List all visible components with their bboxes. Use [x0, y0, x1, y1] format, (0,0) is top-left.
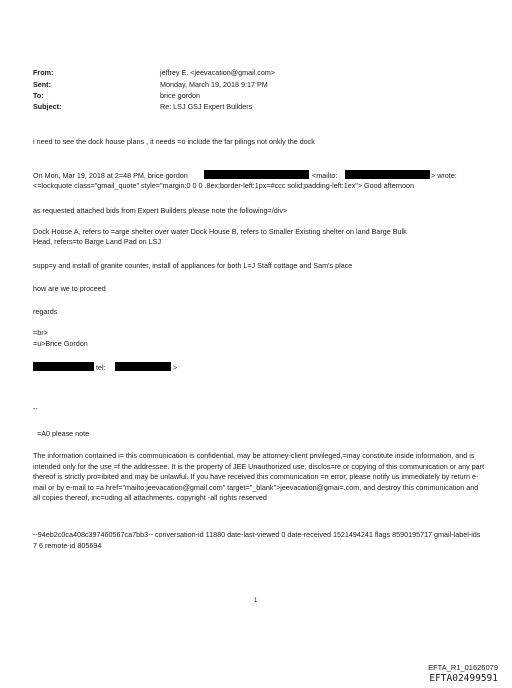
page-number: 1: [254, 598, 258, 604]
body-paragraph: how are we to proceed: [33, 284, 106, 293]
subject-value: Re: LSJ GSJ Expert Builders: [160, 102, 253, 111]
bates-number-secondary: EFTA02499591: [429, 673, 498, 684]
sent-label: Sent:: [33, 80, 51, 89]
tel-label: tel:: [96, 363, 106, 372]
tel-end: >: [173, 363, 178, 372]
quote-intro-mailto: <mailto:: [312, 171, 338, 180]
body-paragraph: Head, refers=to Barge Land Pad on LSJ: [33, 237, 162, 246]
redaction-box: [33, 362, 94, 371]
to-label: To:: [33, 91, 44, 100]
quote-intro-wrote: > wrote:: [431, 171, 457, 180]
redaction-box: [345, 170, 430, 179]
body-paragraph: =br>: [33, 328, 48, 337]
message-metadata: --94eb2c0ca408c397460567ca7bb3-- conversation-id 11880 date-last-viewed 0 date-received 1521494241 flags 8590195717 gmail-label-ids 7 6 remote-id 805694: [33, 530, 481, 550]
signature-name: =u>Brice Gordon: [33, 339, 88, 348]
quote-intro-blockquote: <=lockquote class="gmail_quote" style="margin:0 0 0 .8ex;border-left:1px=#ccc solid;padding-left:1ex"> Good afternoon: [33, 181, 414, 190]
body-paragraph: regards: [33, 307, 58, 316]
note-line: =A0 please note: [37, 429, 90, 438]
redaction-box: [204, 170, 309, 179]
body-paragraph: Dock House A, refers to =arge shelter over water Dock House B, refers to Smaller Existing shelter on land Barge Bulk: [33, 227, 407, 236]
from-value: jeffrey E. <jeevacation@gmail.com>: [160, 68, 276, 77]
body-paragraph: supp=y and install of granite counter, install of appliances for both L=J Staff cottage and Sam's place: [33, 261, 353, 270]
from-label: From:: [33, 68, 54, 77]
subject-label: Subject:: [33, 102, 62, 111]
sent-value: Monday, March 19, 2018 9:17 PM: [160, 80, 268, 89]
separator-dashes: --: [33, 404, 38, 413]
bates-number-primary: EFTA_R1_01626079: [428, 663, 498, 672]
confidentiality-disclaimer: The information contained i= this communication is confidential, may be attorney-client privileged,=may constitute inside information, and is intended only for the use =f the addressee. It is the property of JEE Unauthorized use, disclos=re or copying of this communication or any part thereof is strictly pro=ibited and may be unlawful. If you have received this communication =n error, please notify us immediately by return e-mail or by e-mail to =a href="mailto:jeevacation@gmail.com" target="_blank">jeevacation@gmai=.com, and destroy this communication and all copies thereof, inc=uding all attachments. copyright -all rights reserved: [33, 451, 485, 502]
redaction-box: [115, 362, 171, 371]
to-value: brice gordon: [160, 91, 200, 100]
body-paragraph: as requested attached bids from Expert Builders please note the following=/div>: [33, 206, 288, 215]
quote-intro-start: On Mon, Mar 19, 2018 at 2=48 PM, brice gordon: [33, 171, 188, 180]
reply-text: i need to see the dock house plans , it needs =o include the far pilings not onkly the dock: [33, 137, 315, 146]
